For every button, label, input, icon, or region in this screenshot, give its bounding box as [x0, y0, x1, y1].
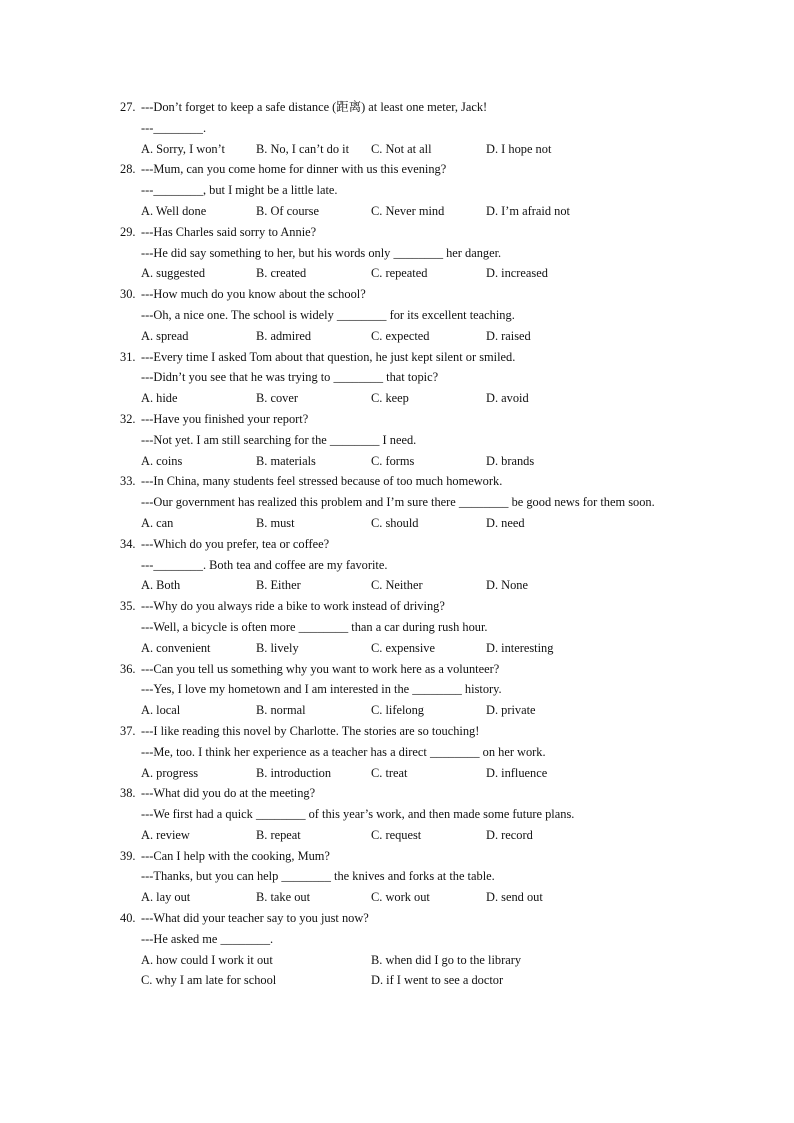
question-31: [120, 347, 680, 409]
option-d[interactable]: D. influence: [486, 765, 548, 780]
option-row: [120, 825, 680, 846]
question-number: 35.: [120, 599, 136, 614]
question-response: ---Our government has realized this problem and I’m sure there ________ be good news for them soon.: [141, 495, 655, 510]
option-a[interactable]: A. lay out: [141, 890, 191, 905]
option-d[interactable]: D. raised: [486, 328, 531, 343]
option-row: [120, 950, 680, 971]
question-number: 34.: [120, 536, 136, 551]
question-35: [120, 596, 680, 658]
question-number: 33.: [120, 474, 136, 489]
question-prompt: ---Can I help with the cooking, Mum?: [141, 848, 330, 863]
question-37: [120, 721, 680, 783]
option-b[interactable]: B. Either: [256, 578, 301, 593]
question-28: [120, 159, 680, 221]
question-prompt: ---Which do you prefer, tea or coffee?: [141, 536, 330, 551]
option-c[interactable]: C. keep: [371, 391, 409, 406]
question-prompt: ---What did your teacher say to you just now?: [141, 911, 369, 926]
question-prompt: ---Every time I asked Tom about that question, he just kept silent or smiled.: [141, 349, 516, 364]
question-response: ---________, but I might be a little late.: [141, 183, 338, 198]
option-d[interactable]: D. need: [486, 515, 525, 530]
option-b[interactable]: B. normal: [256, 703, 306, 718]
question-prompt: ---Have you finished your report?: [141, 411, 309, 426]
option-a[interactable]: A. progress: [141, 765, 199, 780]
question-response: ---He asked me ________.: [141, 931, 274, 946]
option-a[interactable]: A. how could I work it out: [141, 952, 273, 967]
option-row: [120, 388, 680, 409]
option-c[interactable]: C. expected: [371, 328, 430, 343]
option-row: [120, 887, 680, 908]
option-row: [120, 201, 680, 222]
question-30: [120, 284, 680, 346]
option-a[interactable]: A. can: [141, 515, 174, 530]
option-d[interactable]: D. send out: [486, 890, 543, 905]
option-d[interactable]: D. record: [486, 827, 533, 842]
question-prompt: ---Mum, can you come home for dinner with us this evening?: [141, 162, 447, 177]
question-prompt: ---Why do you always ride a bike to work instead of driving?: [141, 599, 445, 614]
option-a[interactable]: A. review: [141, 827, 190, 842]
question-number: 36.: [120, 661, 136, 676]
question-response: ---________.: [141, 120, 207, 135]
option-row: [120, 970, 680, 991]
question-32: [120, 409, 680, 471]
question-response: ---We first had a quick ________ of this year’s work, and then made some future plans.: [141, 807, 575, 822]
question-response: ---Oh, a nice one. The school is widely ________ for its excellent teaching.: [141, 307, 515, 322]
option-b[interactable]: B. repeat: [256, 827, 301, 842]
question-34: [120, 534, 680, 596]
option-c[interactable]: C. repeated: [371, 266, 428, 281]
question-number: 27.: [120, 100, 136, 114]
question-number: 32.: [120, 411, 136, 426]
option-row: [120, 326, 680, 347]
option-row: [120, 513, 680, 534]
option-b[interactable]: B. materials: [256, 453, 316, 468]
question-38: [120, 783, 680, 845]
question-number: 39.: [120, 848, 136, 863]
question-number: 30.: [120, 287, 136, 302]
question-prompt: ---In China, many students feel stressed because of too much homework.: [141, 474, 503, 489]
question-response: ---________. Both tea and coffee are my favorite.: [141, 557, 388, 572]
option-a[interactable]: A. hide: [141, 391, 178, 406]
question-prompt: ---Don’t forget to keep a safe distance (距离) at least one meter, Jack!: [141, 100, 488, 114]
question-number: 37.: [120, 723, 136, 738]
question-number: 40.: [120, 911, 136, 926]
option-row: [120, 638, 680, 659]
option-d[interactable]: D. I’m afraid not: [486, 203, 570, 218]
option-b[interactable]: B. Of course: [256, 203, 319, 218]
question-number: 28.: [120, 162, 136, 177]
question-number: 38.: [120, 786, 136, 801]
question-response: ---Thanks, but you can help ________ the knives and forks at the table.: [141, 869, 495, 884]
question-33: [120, 471, 680, 533]
question-number: 29.: [120, 224, 136, 239]
option-b[interactable]: B. introduction: [256, 765, 332, 780]
option-a[interactable]: A. convenient: [141, 640, 211, 655]
option-b[interactable]: B. created: [256, 266, 307, 281]
question-response: ---Yes, I love my hometown and I am interested in the ________ history.: [141, 682, 502, 697]
option-row: [120, 263, 680, 284]
option-c[interactable]: C. why I am late for school: [141, 973, 277, 988]
option-d[interactable]: D. increased: [486, 266, 548, 281]
option-c[interactable]: C. expensive: [371, 640, 436, 655]
option-row: [120, 575, 680, 596]
option-d[interactable]: D. interesting: [486, 640, 554, 655]
option-c[interactable]: C. forms: [371, 453, 415, 468]
option-a[interactable]: A. Well done: [141, 203, 207, 218]
option-d[interactable]: D. brands: [486, 453, 535, 468]
option-d[interactable]: D. None: [486, 578, 528, 593]
option-c[interactable]: C. should: [371, 515, 419, 530]
option-b[interactable]: B. take out: [256, 890, 311, 905]
option-c[interactable]: C. Not at all: [371, 141, 432, 156]
option-b[interactable]: B. No, I can’t do it: [256, 141, 350, 156]
option-row: [120, 139, 680, 160]
question-response: ---Didn’t you see that he was trying to ________ that topic?: [141, 370, 439, 385]
question-response: ---Well, a bicycle is often more ________ than a car during rush hour.: [141, 619, 488, 634]
question-number: 31.: [120, 349, 136, 364]
option-row: [120, 763, 680, 784]
option-row: [120, 700, 680, 721]
option-a[interactable]: A. suggested: [141, 266, 206, 281]
option-c[interactable]: C. treat: [371, 765, 408, 780]
option-d[interactable]: D. I hope not: [486, 141, 552, 156]
option-c[interactable]: C. request: [371, 827, 422, 842]
option-d[interactable]: D. private: [486, 703, 536, 718]
option-d[interactable]: D. avoid: [486, 391, 529, 406]
question-list: [120, 97, 680, 991]
option-a[interactable]: A. coins: [141, 453, 183, 468]
option-row: [120, 451, 680, 472]
option-a[interactable]: A. spread: [141, 328, 189, 343]
option-b[interactable]: B. admired: [256, 328, 312, 343]
question-40: [120, 908, 680, 991]
option-d[interactable]: D. if I went to see a doctor: [371, 973, 504, 988]
option-a[interactable]: A. Both: [141, 578, 181, 593]
question-39: [120, 846, 680, 908]
question-response: ---He did say something to her, but his words only ________ her danger.: [141, 245, 502, 260]
option-b[interactable]: B. cover: [256, 391, 298, 406]
question-29: [120, 222, 680, 284]
question-prompt: ---How much do you know about the school?: [141, 287, 366, 302]
question-response: ---Me, too. I think her experience as a teacher has a direct ________ on her work.: [141, 744, 546, 759]
option-c[interactable]: C. work out: [371, 890, 430, 905]
option-a[interactable]: A. Sorry, I won’t: [141, 141, 225, 156]
question-prompt: ---Has Charles said sorry to Annie?: [141, 224, 317, 239]
option-b[interactable]: B. when did I go to the library: [371, 952, 522, 967]
option-a[interactable]: A. local: [141, 703, 181, 718]
option-c[interactable]: C. Never mind: [371, 203, 445, 218]
option-c[interactable]: C. lifelong: [371, 703, 424, 718]
question-prompt: ---Can you tell us something why you want to work here as a volunteer?: [141, 661, 500, 676]
question-response: ---Not yet. I am still searching for the ________ I need.: [141, 432, 417, 447]
question-36: [120, 659, 680, 721]
question-27: [120, 97, 680, 159]
question-prompt: ---What did you do at the meeting?: [141, 786, 316, 801]
option-b[interactable]: B. must: [256, 515, 295, 530]
option-b[interactable]: B. lively: [256, 640, 299, 655]
option-c[interactable]: C. Neither: [371, 578, 423, 593]
question-prompt: ---I like reading this novel by Charlotte. The stories are so touching!: [141, 723, 480, 738]
